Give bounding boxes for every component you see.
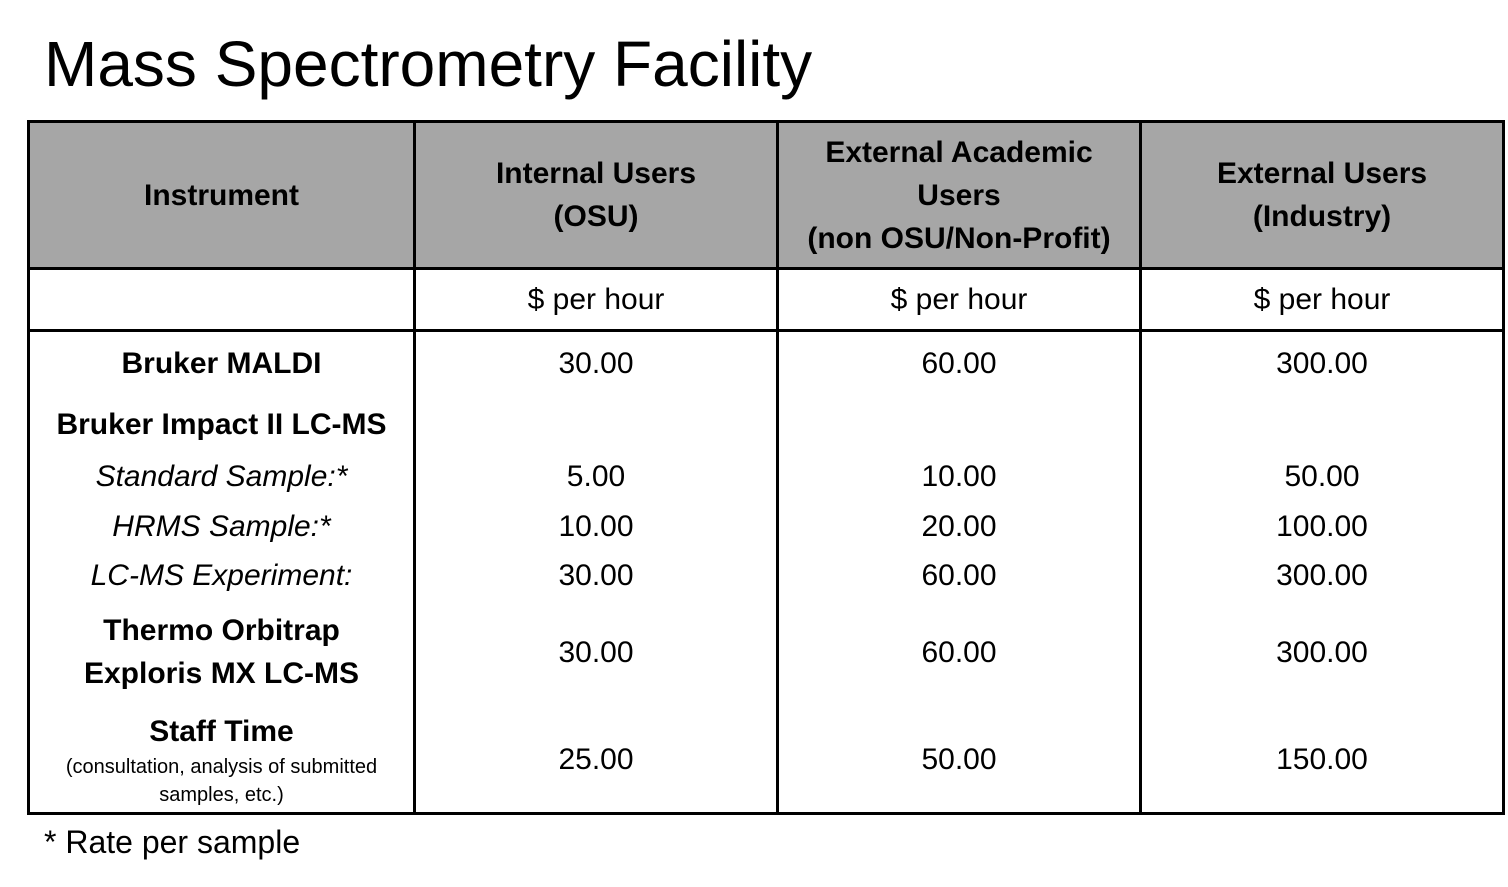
price-cell: 60.00 xyxy=(921,635,997,669)
price-cell: 25.00 xyxy=(558,742,634,776)
price-cell: 60.00 xyxy=(921,559,997,592)
price-cell: 300.00 xyxy=(1276,347,1368,380)
staff-time-note: samples, etc.) xyxy=(159,783,284,806)
header-external-academic: External Academic Users (non OSU/Non-Profit) xyxy=(807,135,1111,255)
price-cell: 60.00 xyxy=(921,347,997,380)
price-cell: 50.00 xyxy=(1284,460,1360,493)
sample-type-label: HRMS Sample:* xyxy=(112,510,331,543)
price-cell: 30.00 xyxy=(558,635,634,669)
unit-label: $ per hour xyxy=(890,283,1028,316)
unit-label: $ per hour xyxy=(1253,283,1391,316)
price-cell: 10.00 xyxy=(921,460,997,493)
sample-type-label: LC-MS Experiment: xyxy=(90,559,353,592)
instrument-name: Bruker Impact II LC-MS xyxy=(56,408,387,441)
header-instrument: Instrument xyxy=(143,178,299,212)
price-cell: 30.00 xyxy=(558,347,634,380)
instrument-name: Staff Time (consultation, analysis of submitted samples, etc.) xyxy=(30,709,413,809)
price-cell: 10.00 xyxy=(558,510,634,543)
price-cell: 20.00 xyxy=(921,510,997,543)
unit-label: $ per hour xyxy=(527,283,665,316)
price-cell: 150.00 xyxy=(1276,742,1368,776)
header-external-industry: External Users (Industry) xyxy=(1216,157,1428,233)
price-cell: 50.00 xyxy=(921,742,997,776)
price-cell: 100.00 xyxy=(1276,510,1368,543)
price-cell: 300.00 xyxy=(1276,635,1368,669)
sample-type-label: Standard Sample:* xyxy=(95,460,348,493)
staff-time-note: (consultation, analysis of submitted xyxy=(65,755,378,778)
footnote: * Rate per sample xyxy=(44,824,301,860)
instrument-name: Thermo Orbitrap Exploris MX LC-MS xyxy=(83,614,360,690)
pricing-table xyxy=(27,120,1505,815)
price-cell: 5.00 xyxy=(566,460,626,493)
units-divider xyxy=(30,329,1502,332)
price-cell: 30.00 xyxy=(558,559,634,592)
header-internal-users: Internal Users (OSU) xyxy=(495,157,697,233)
page-title: Mass Spectrometry Facility xyxy=(44,28,813,100)
price-cell: 300.00 xyxy=(1276,559,1368,592)
instrument-name: Bruker MALDI xyxy=(121,347,322,380)
